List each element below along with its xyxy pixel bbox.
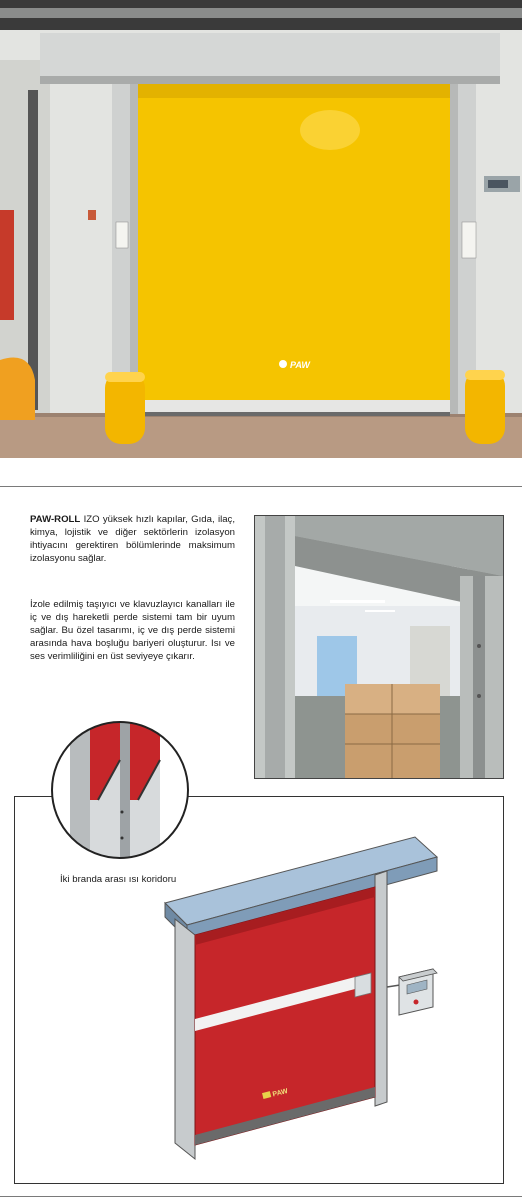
intro-text: IZO yüksek hızlı kapılar, Gıda, ilaç, kimya, lojistik ve diğer sektörlerin izolasyon ihtiyacını gerektiren bölümlerinde maksimum izolasyonu sağlar.: [30, 514, 235, 564]
door-photo-interior: [254, 515, 504, 779]
svg-text:PAW: PAW: [271, 1087, 289, 1099]
divider-bottom: [0, 1196, 522, 1197]
svg-text:PAW: PAW: [290, 360, 310, 370]
door-photo-yellow: [0, 0, 522, 458]
detail-paragraph: İzole edilmiş taşıyıcı ve klavuzlayıcı kanalları ile iç ve dış hareketli perde sistemi tam bir uyum sağlar. Bu özel tasarımı, iç ve dış perde sistemi arasında hava boşluğu bariyeri oluşturur. Isı ve ses verimliliğini en üst seviyeye çıkarır.: [30, 599, 235, 662]
zoom-detail-circle: [50, 720, 190, 860]
intro-paragraph: [30, 513, 235, 565]
divider-top: [0, 486, 522, 487]
diagram-caption: İki branda arası ısı koridoru: [60, 874, 177, 885]
brand-name: PAW-ROLL: [30, 514, 81, 525]
